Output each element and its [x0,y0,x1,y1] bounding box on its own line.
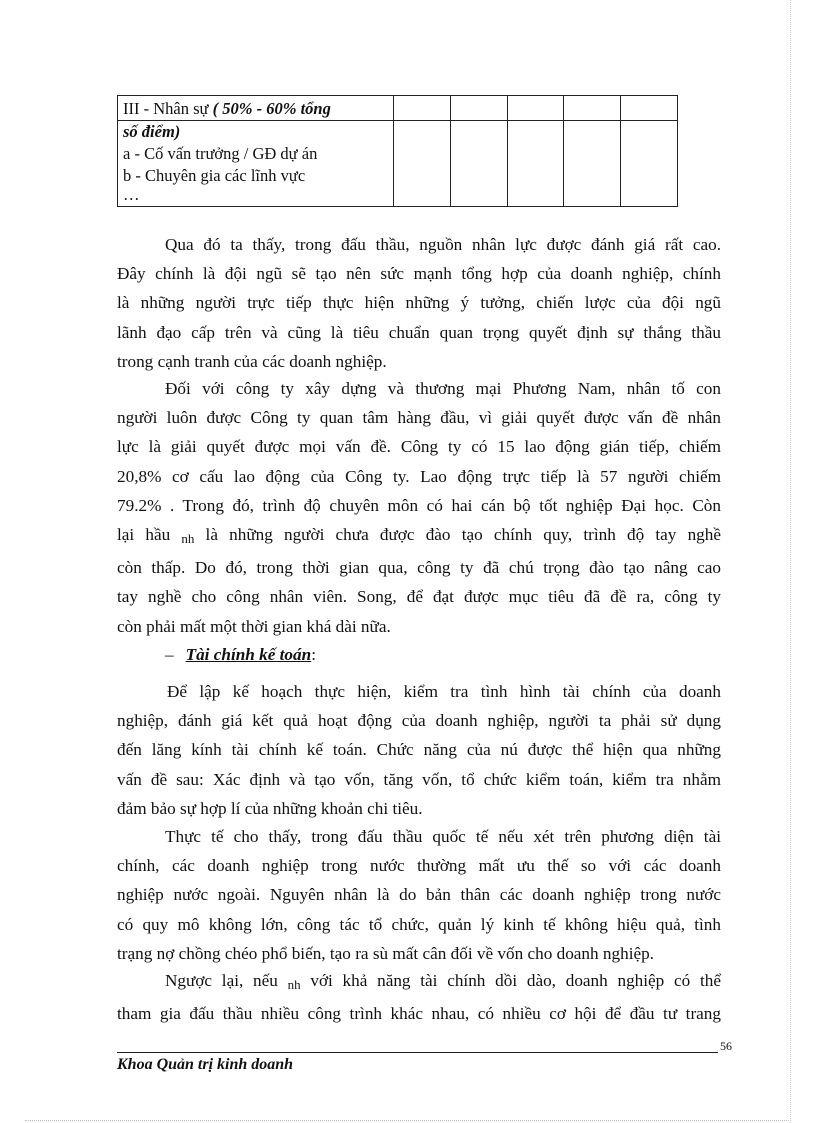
heading-text: Tài chính kế toán [185,645,312,664]
text-line: Đối với công ty xây dựng và thương mại Phương Nam, nhân tố con [165,379,721,398]
table-cell [450,96,507,121]
table-cell [564,121,621,207]
footer-faculty: Khoa Quản trị kinh doanh [117,1056,294,1073]
table-cell [621,121,678,207]
text-line: chính, các doanh nghiệp trong nước thường mất ưu thế so với các doanh [117,856,721,876]
table-cell [394,121,451,207]
page-edge-right [790,0,791,1123]
text-line: lực là giải quyết được mọi vấn đề. Công ty có 15 lao động gián tiếp, chiếm [117,437,721,457]
page-number: 56 [720,1039,732,1053]
table-cell [394,96,451,121]
text-line: Qua đó ta thấy, trong đấu thầu, nguồn nhân lực được đánh giá rất cao. [165,235,721,254]
text-line: có quy mô không lớn, công tác tổ chức, quản lý kinh tế không hiệu quả, tình [117,914,721,934]
text-line [117,520,721,553]
text-line: còn phải mất một thời gian khá dài nữa. [117,616,391,636]
page-edge-bottom [25,1120,791,1121]
text-subscript: nh [287,977,301,992]
table-cell [621,96,678,121]
heading-colon: : [311,645,316,664]
table-cell [450,121,507,207]
text-line: lãnh đạo cấp trên và cũng là tiêu chuẩn quan trọng quyết định sự thắng thầu [117,322,721,342]
heading-dash: – [165,645,174,664]
text-line: người luôn được Công ty quan tâm hàng đầu, vì giải quyết được vấn đề nhân [117,408,721,428]
table-cell [564,96,621,121]
text-line: đảm bảo sự hợp lí của những khoản chi tiêu. [117,798,423,818]
text-line: Để lập kế hoạch thực hiện, kiểm tra tình hình tài chính của doanh [167,682,721,701]
text-fragment: Ngược lại, nếu [165,971,288,990]
paragraph-4 [117,822,721,968]
section-heading [165,645,316,665]
text-subscript: nh [181,531,195,547]
text-line: 79.2% . Trong đó, trình độ chuyên môn có hai cán bộ tốt nghiệp Đại học. Còn [117,495,721,515]
text-line: nghiệp, đánh giá kết quả hoạt động của doanh nghiệp, người ta phải sử dụng [117,711,721,731]
table-cell-label [118,121,394,207]
text-line: nghiệp nước ngoài. Nguyên nhân là do bản thân các doanh nghiệp trong nước [117,885,721,905]
text-fragment: là những người chưa được đào tạo chính quy, trình độ tay nghề [194,525,721,545]
text-line: tay nghề cho công nhân viên. Song, để đạt được mục tiêu đã đề ra, công ty [117,587,721,607]
table-cell [507,121,564,207]
text-line: trạng nợ chồng chéo phổ biến, tạo ra sù mất cân đối về vốn cho doanh nghiệp. [117,943,654,963]
paragraph-5 [117,966,721,1028]
table-cell [507,96,564,121]
footer-divider [117,1052,718,1053]
row-item: b - Chuyên gia các lĩnh vực [123,166,306,185]
text-line: còn thấp. Do đó, trong thời gian qua, công ty đã chú trọng đào tạo nâng cao [117,558,721,578]
text-line: 20,8% cơ cấu lao động của Công ty. Lao động trực tiếp là 57 người chiếm [117,466,721,486]
text-line: đến lăng kính tài chính kế toán. Chức năng của nú được thể hiện qua những [117,740,721,760]
paragraph-3 [117,677,721,823]
row-emphasis-cont: số điểm) [123,122,181,141]
text-line: Thực tế cho thấy, trong đấu thầu quốc tế nếu xét trên phương diện tài [165,827,721,846]
row-label: III - Nhân sự [123,99,213,118]
paragraph-1 [117,230,721,376]
text-line [117,966,721,999]
text-line: Đây chính là đội ngũ sẽ tạo nên sức mạnh tổng hợp của doanh nghiệp, chính [117,264,721,284]
row-item: a - Cố vấn trưởng / GĐ dự án [123,144,318,163]
table-cell-label [118,96,394,121]
text-fragment: lại hầu [117,525,182,545]
text-line: là những người trực tiếp thực hiện những ý tưởng, chiến lược của đội ngũ [117,293,721,313]
row-emphasis: ( 50% - 60% tổng [212,99,331,118]
text-line: trong cạnh tranh của các doanh nghiệp. [117,351,387,371]
criteria-table [117,95,678,207]
text-line: vấn đề sau: Xác định và tạo vốn, tăng vốn, tổ chức kiểm toán, kiểm tra nhằm [117,769,721,789]
paragraph-2 [117,374,721,641]
text-fragment: với khả năng tài chính dồi dào, doanh nghiệp có thể [300,971,721,990]
text-line: tham gia đấu thầu nhiều công trình khác nhau, có nhiều cơ hội để đầu tư trang [117,1004,721,1024]
row-item: … [123,185,140,204]
